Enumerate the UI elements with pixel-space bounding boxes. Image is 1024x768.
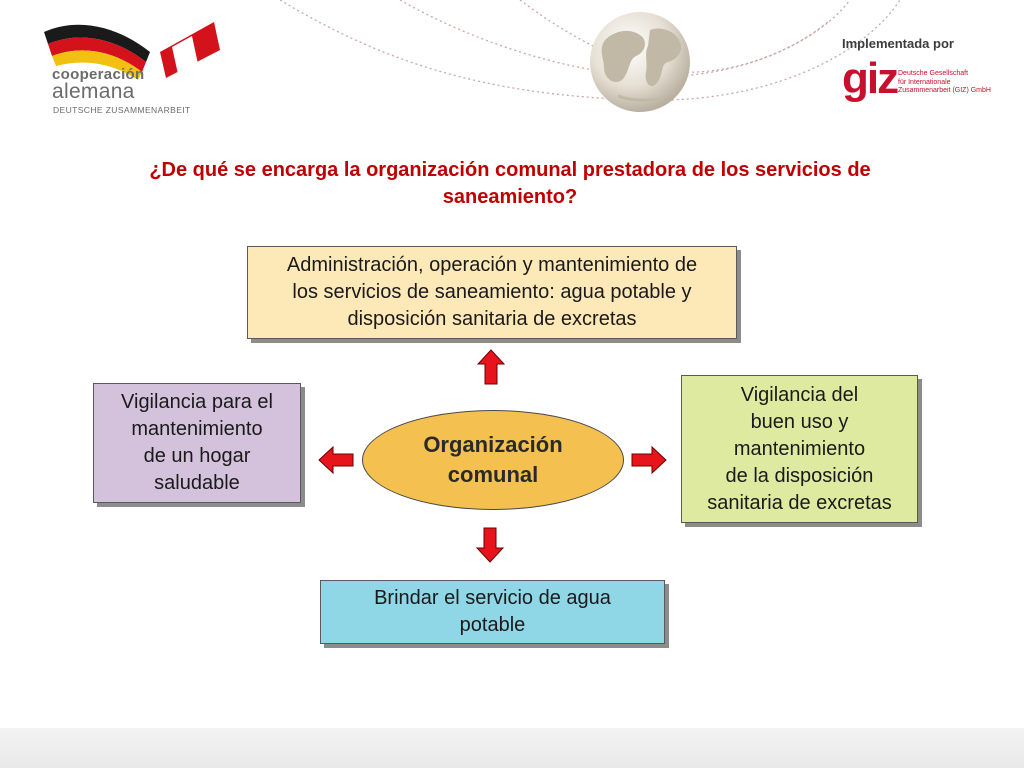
cooperacion-logo-line3: DEUTSCHE ZUSAMMENARBEIT: [53, 105, 191, 115]
footer-band: [0, 728, 1024, 768]
cooperacion-logo-line2: alemana: [52, 80, 135, 103]
box-text-line: Vigilancia para el: [121, 391, 273, 413]
box-text-line: de un hogar: [143, 445, 251, 467]
box-text-line: buen uso y: [750, 410, 849, 433]
globe-icon: [590, 12, 690, 112]
implementer-label: Implementada por: [842, 36, 954, 51]
box-text-line: sanitaria de excretas: [707, 491, 892, 514]
center-text-line: Organización: [423, 432, 563, 457]
giz-subtitle-line: Zusammenarbeit (GIZ) GmbH: [898, 87, 991, 94]
giz-subtitle-line: Deutsche Gesellschaft: [898, 70, 969, 77]
center-text-line: comunal: [447, 462, 539, 487]
box-text-line: mantenimiento: [733, 437, 866, 460]
box-vigilancia-hogar: [93, 383, 301, 503]
giz-logo-mark: giz: [842, 54, 898, 103]
box-servicio-agua: [320, 580, 665, 644]
arrow-up-icon: [477, 349, 505, 385]
box-text-line: saludable: [154, 472, 240, 494]
cooperacion-logo-line1: cooperación: [52, 66, 145, 83]
arrow-left-icon: [318, 446, 354, 474]
box-text-line: Brindar el servicio de agua: [374, 587, 611, 609]
giz-subtitle-line: für Internationale: [898, 78, 951, 86]
box-text-line: mantenimiento: [131, 418, 263, 440]
box-text-line: Vigilancia del: [740, 383, 859, 406]
center-organizacion-comunal: [362, 410, 624, 510]
slide-title-line2: saneamiento?: [442, 186, 578, 208]
box-text-line: disposición sanitaria de excretas: [347, 308, 637, 330]
box-vigilancia-excretas: [681, 375, 918, 523]
box-text-line: potable: [459, 614, 526, 636]
giz-logo-subtitle: [898, 70, 998, 96]
box-text-line: de la disposición: [725, 464, 874, 487]
box-text-line: Administración, operación y mantenimiento de: [286, 254, 698, 276]
slide-title-line1: ¿De qué se encarga la organización comunal prestadora de los servicios de: [149, 159, 871, 181]
arrow-down-icon: [476, 527, 504, 563]
arrow-right-icon: [631, 446, 667, 474]
slide-title: [80, 157, 940, 211]
box-administracion: [247, 246, 737, 339]
box-text-line: los servicios de saneamiento: agua potable y: [292, 281, 692, 303]
